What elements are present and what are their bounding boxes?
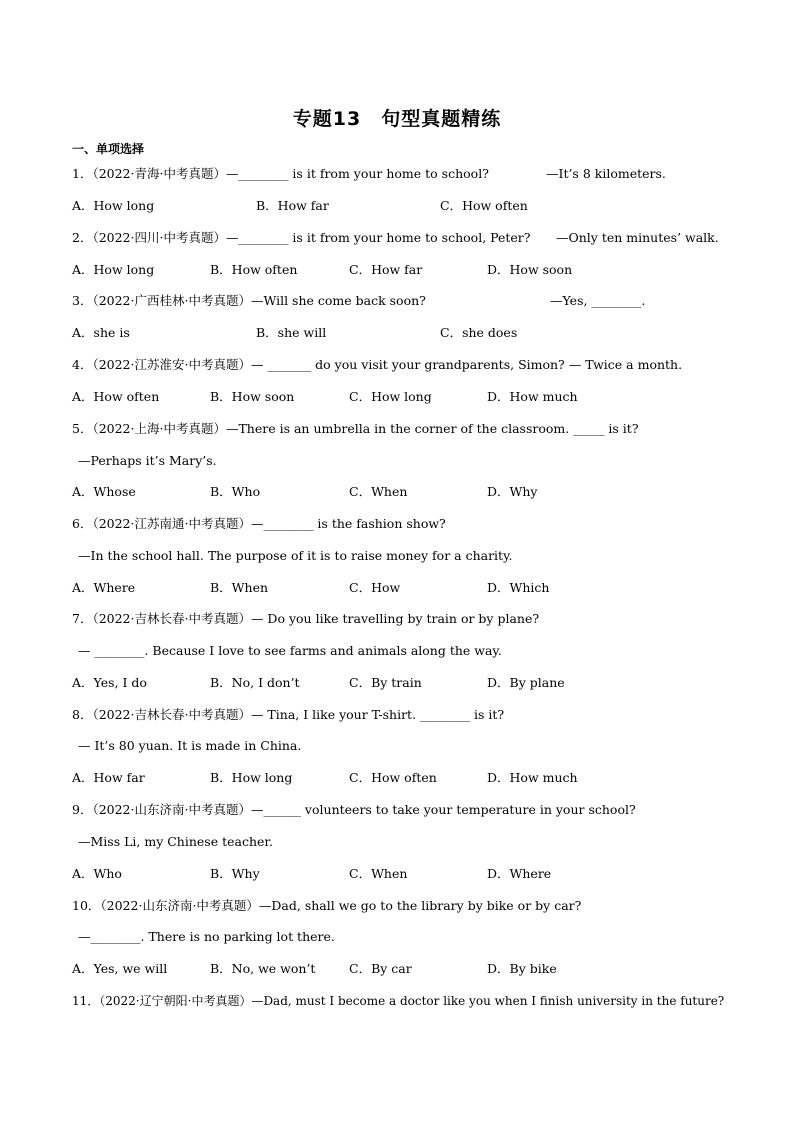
question-2-stem: 2．（2022·四川·中考真题）—________ is it from your home to school, Peter? [72,230,531,245]
question-8-option-a[interactable]: A．How far [72,770,145,785]
question-7-option-d[interactable]: D．By plane [487,675,565,690]
question-3-reply: —Yes, ________. [550,293,646,308]
question-6-option-a[interactable]: A．Where [72,580,136,595]
question-6-line2: —In the school hall. The purpose of it is to raise money for a charity. [78,548,513,563]
question-8-stem: 8．（2022·吉林长春·中考真题）— Tina, I like your T-shirt. ________ is it? [72,707,505,722]
question-10-option-d[interactable]: D．By bike [487,961,557,976]
question-4-option-b[interactable]: B．How soon [210,389,295,404]
question-4-option-d[interactable]: D．How much [487,389,578,404]
question-2-reply: —Only ten minutes’ walk. [556,230,719,245]
question-11-stem: 11．（2022·辽宁朝阳·中考真题）—Dad, must I become a doctor like you when I finish university in the future? [72,994,725,1008]
question-2-option-b[interactable]: B．How often [210,262,298,277]
question-7-stem: 7．（2022·吉林长春·中考真题）— Do you like travelling by train or by plane? [72,611,540,626]
question-9-line2: —Miss Li, my Chinese teacher. [78,834,273,849]
question-3-option-c[interactable]: C．she does [440,325,518,340]
question-1-option-a[interactable]: A．How long [72,198,155,213]
question-5-stem: 5．（2022·上海·中考真题）—There is an umbrella in the corner of the classroom. _____ is it? [72,421,639,436]
question-10-stem: 10．（2022·山东济南·中考真题）—Dad, shall we go to the library by bike or by car? [72,898,582,913]
question-6-option-d[interactable]: D．Which [487,580,550,595]
question-5-option-b[interactable]: B．Who [210,484,261,499]
page-title: 专题13 句型真题精练 [292,108,502,130]
question-10-option-c[interactable]: C．By car [349,961,412,976]
section-heading: 一、单项选择 [72,142,145,156]
question-8-option-b[interactable]: B．How long [210,770,293,785]
question-3-option-a[interactable]: A．she is [72,325,130,340]
question-1-option-b[interactable]: B．How far [256,198,329,213]
question-3-option-b[interactable]: B．she will [256,325,327,340]
question-4-option-c[interactable]: C．How long [349,389,432,404]
question-9-option-a[interactable]: A．Who [72,866,122,881]
question-6-option-b[interactable]: B．When [210,580,269,595]
question-5-line2: —Perhaps it’s Mary’s. [78,453,217,468]
question-5-option-c[interactable]: C．When [349,484,408,499]
question-2-option-a[interactable]: A．How long [72,262,155,277]
question-4-stem: 4．（2022·江苏淮安·中考真题）— _______ do you visit your grandparents, Simon? — Twice a month. [72,357,683,372]
question-6-stem: 6．（2022·江苏南通·中考真题）—________ is the fashion show? [72,516,446,531]
question-10-option-b[interactable]: B．No, we won’t [210,961,316,976]
question-5-option-a[interactable]: A．Whose [72,484,136,499]
question-7-line2: — ________. Because I love to see farms and animals along the way. [78,643,502,658]
question-1-reply: —It’s 8 kilometers. [546,166,666,181]
question-9-option-d[interactable]: D．Where [487,866,552,881]
question-9-stem: 9．（2022·山东济南·中考真题）—______ volunteers to take your temperature in your school? [72,802,636,817]
question-6-option-c[interactable]: C．How [349,580,401,595]
question-5-option-d[interactable]: D．Why [487,484,538,499]
question-4-option-a[interactable]: A．How often [72,389,160,404]
question-8-option-d[interactable]: D．How much [487,770,578,785]
question-2-option-c[interactable]: C．How far [349,262,423,277]
question-1-option-c[interactable]: C．How often [440,198,528,213]
question-8-option-c[interactable]: C．How often [349,770,437,785]
question-7-option-a[interactable]: A．Yes, I do [72,675,147,690]
question-3-stem: 3．（2022·广西桂林·中考真题）—Will she come back soon? [72,293,426,308]
question-2-option-d[interactable]: D．How soon [487,262,573,277]
question-7-option-c[interactable]: C．By train [349,675,422,690]
question-9-option-b[interactable]: B．Why [210,866,260,881]
question-8-line2: — It’s 80 yuan. It is made in China. [78,738,302,753]
question-10-option-a[interactable]: A．Yes, we will [72,961,168,976]
question-10-line2: —________. There is no parking lot there. [78,929,335,944]
question-7-option-b[interactable]: B．No, I don’t [210,675,300,690]
question-9-option-c[interactable]: C．When [349,866,408,881]
question-1-stem: 1．（2022·青海·中考真题）—________ is it from your home to school? [72,166,489,181]
